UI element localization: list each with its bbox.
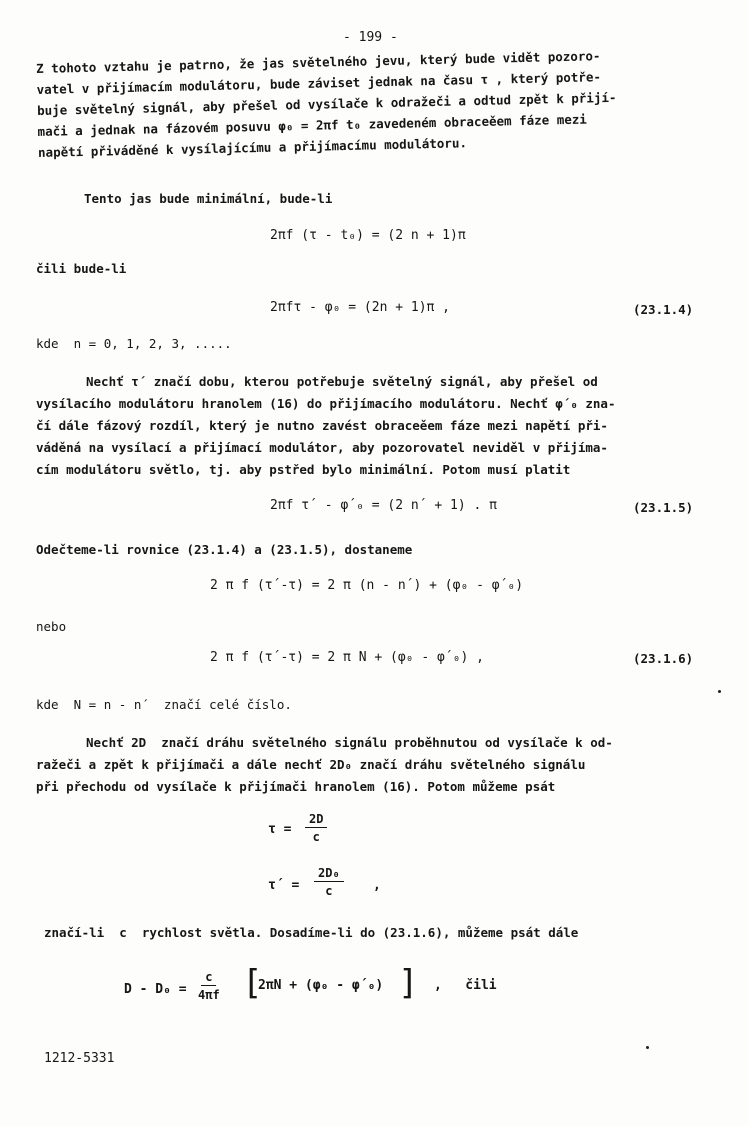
fraction-c-over-4pif (198, 970, 220, 1002)
paragraph-line: vysílacího modulátoru hranolem (16) do přijímacího modulátoru. Nechť φ´₀ zna- (36, 396, 616, 411)
fraction-denominator: c (325, 884, 333, 898)
page-number: - 199 - (343, 30, 398, 45)
nebo-line: nebo (36, 619, 67, 634)
fraction-numerator: 2D (305, 812, 327, 828)
scan-speck (718, 690, 721, 693)
paragraph-line: vatel v přijímacím modulátoru, bude záviset jednak na času τ , který potře- (36, 69, 602, 97)
equation-23-1-5: 2πf τ´ - φ´₀ = (2 n´ + 1) . π (270, 498, 497, 513)
equation-23-1-6: 2 π f (τ´-τ) = 2 π N + (φ₀ - φ´₀) , (210, 650, 484, 665)
right-bracket: ] (398, 963, 419, 1003)
fraction-tau-prime (314, 866, 344, 898)
paragraph-line: váděná na vysílací a přijímací modulátor, aby pozorovatel neviděl v přijíma- (36, 440, 608, 455)
paragraph-line: buje světelný signál, aby přešel od vysílače k odražeči a odtud zpět k přijí- (36, 89, 617, 118)
equation-min-condition: 2πf (τ - t₀) = (2 n + 1)π (270, 228, 466, 243)
intro-line: Tento jas bude minimální, bude-li (84, 191, 333, 206)
odecteme-line: Odečteme-li rovnice (23.1.4) a (23.1.5), dostaneme (36, 542, 413, 557)
fraction-denominator: c (312, 830, 320, 844)
equation-label: (23.1.4) (633, 302, 694, 317)
fraction-tau (305, 812, 327, 844)
final-trail: , čili (434, 978, 497, 993)
paragraph-line: při přechodu od vysílače k přijímači hranolem (16). Potom můžeme psát (36, 779, 556, 794)
equation-difference: 2 π f (τ´-τ) = 2 π (n - n´) + (φ₀ - φ´₀) (210, 578, 524, 593)
paragraph-line: Z tohoto vztahu je patrno, že jas světelného jevu, který bude vidět pozoro- (35, 48, 601, 76)
paragraph-line: čí dále fázový rozdíl, který je nutno zavést obraceěem fáze mezi napětí při- (36, 418, 608, 433)
final-lhs: D - D₀ = (124, 982, 187, 997)
fraction-numerator: c (201, 970, 216, 986)
paragraph-line: napětí přiváděné k vysílajícímu a přijímacímu modulátoru. (37, 135, 468, 160)
trailing-comma: , (373, 878, 381, 893)
paragraph-line: Nechť τ´ značí dobu, kterou potřebuje světelný signál, aby přešel od (86, 374, 598, 389)
scan-speck (646, 1046, 649, 1049)
paragraph-line: mači a jednak na fázovém posuvu φ₀ = 2πf t₀ zavedeném obraceěem fáze mezi (37, 111, 587, 139)
kde-N-line: kde N = n - n´ značí celé číslo. (36, 697, 292, 712)
left-bracket: [ (242, 963, 263, 1003)
fraction-numerator: 2D₀ (314, 866, 344, 882)
znaci-li-line: značí-li c rychlost světla. Dosadíme-li do (23.1.6), můžeme psát dále (44, 925, 579, 940)
cili-line: čili bude-li (36, 261, 127, 276)
equation-label: (23.1.6) (633, 651, 694, 666)
kde-n-line: kde n = 0, 1, 2, 3, ..... (36, 336, 232, 351)
equation-label: (23.1.5) (633, 500, 694, 515)
tau-lhs: τ = (268, 822, 292, 837)
footer-code: 1212-5331 (44, 1051, 115, 1066)
tau-prime-lhs: τ´ = (268, 878, 300, 893)
paragraph-line: Nechť 2D značí dráhu světelného signálu proběhnutou od vysílače k od- (86, 735, 613, 750)
paragraph-line: cím modulátoru světlo, tj. aby pstřed bylo minimální. Potom musí platit (36, 462, 571, 477)
paragraph-line: ražeči a zpět k přijímači a dále nechť 2D₀ značí dráhu světelného signálu (36, 757, 586, 772)
fraction-denominator: 4πf (198, 988, 220, 1002)
bracket-content: 2πN + (φ₀ - φ´₀) (258, 978, 384, 993)
equation-23-1-4: 2πfτ - φ₀ = (2n + 1)π , (270, 300, 451, 315)
